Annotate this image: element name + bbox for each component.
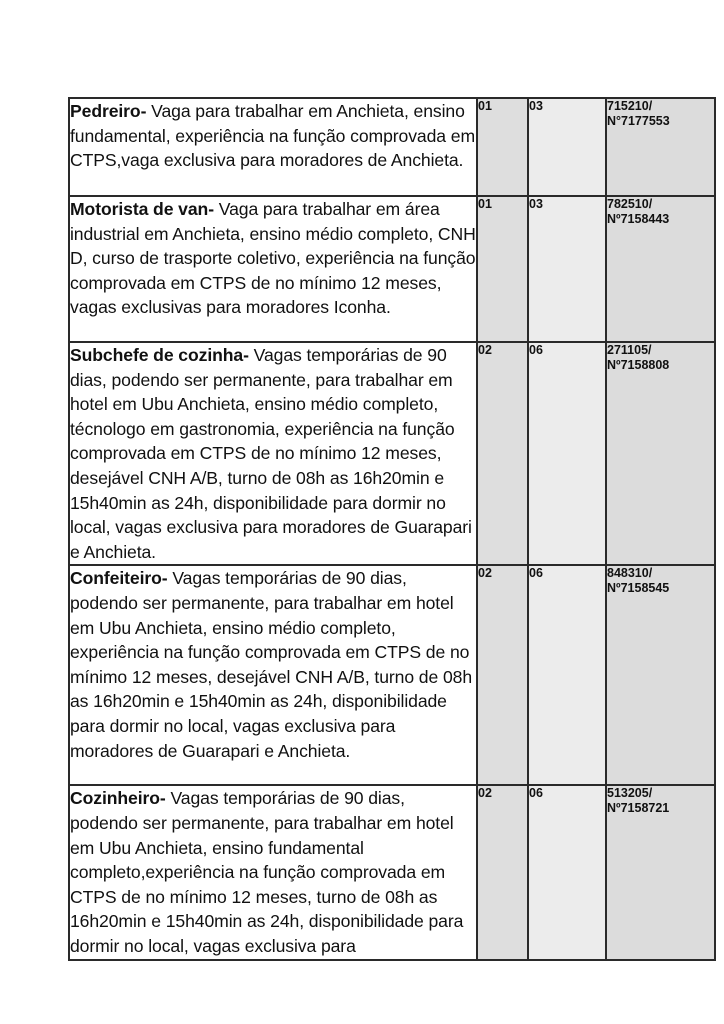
vacancies-cell: 02 [477,785,528,959]
vacancies-cell: 01 [477,196,528,342]
table-row [69,565,715,785]
job-title: Subchefe de cozinha- [70,345,249,365]
job-number: N°7177553 [607,114,670,128]
cbo-code: 271105/ [607,343,652,357]
cbo-code: 715210/ [607,99,653,113]
job-description-cell [69,565,477,785]
job-title: Motorista de van- [70,199,214,219]
cbo-code-cell [606,196,715,342]
job-description-cell [69,785,477,959]
referrals-cell: 03 [528,98,606,196]
job-description: Vaga para trabalhar em área industrial em Anchieta, ensino médio completo, CNH D, curso de trasporte coletivo, experiência na função comprovada em CTPS de no mínimo 12 meses, vagas exclusivas para moradores Iconha. [70,199,476,318]
job-number: Nº7158443 [607,212,670,226]
referrals-cell: 03 [528,196,606,342]
job-description: Vagas temporárias de 90 dias, podendo ser permanente, para trabalhar em hotel em Ubu Anchieta, ensino fundamental completo,experiência na função comprovada em CTPS de no mínimo 12 meses, turno de 08h as 16h20min e 15h40min as 24h, disponibilidade para dormir no local, vagas exclusiva para [70,788,464,956]
job-title: Cozinheiro- [70,788,166,809]
job-number: Nº7158721 [607,801,670,816]
job-number: Nº7158808 [607,358,670,372]
job-description: Vagas temporárias de 90 dias, podendo ser permanente, para trabalhar em hotel em Ubu Anchieta, ensino médio completo, experiência na função comprovada em CTPS de no mínimo 12 meses, desejável CNH A/B, turno de 08h as 16h20min e 15h40min as 24h, disponibilidade para dormir no local, vagas exclusiva para moradores de Guarapari e Anchieta. [70,568,473,761]
cbo-code-cell [606,565,715,785]
cbo-code-cell [606,785,715,959]
referrals-cell: 06 [528,342,606,565]
job-description-cell [69,196,477,342]
job-description-cell [69,98,477,196]
vacancies-cell: 02 [477,342,528,565]
cbo-code-cell [606,98,715,196]
job-title: Pedreiro- [70,101,147,121]
table-row [69,98,715,196]
table-row [69,785,715,959]
cbo-code: 513205/ [607,786,653,801]
referrals-cell: 06 [528,565,606,785]
job-description: Vagas temporárias de 90 dias, podendo ser permanente, para trabalhar em hotel em Ubu Anchieta, ensino médio completo, técnologo em gastronomia, experiência na função comprovada em CTPS de no mínimo 12 meses, desejável CNH A/B, turno de 08h as 16h20min e 15h40min as 24h, disponibilidade para dormir no local, vagas exclusiva para moradores de Guarapari e Anchieta. [70,345,472,562]
cbo-code: 848310/ [607,566,653,581]
vacancies-cell: 02 [477,565,528,785]
job-openings-table [68,97,716,961]
job-description-cell [69,342,477,565]
job-number: Nº7158545 [607,581,670,596]
job-title: Confeiteiro- [70,568,168,589]
table-row [69,342,715,565]
cbo-code: 782510/ [607,197,653,211]
cbo-code-cell [606,342,715,565]
job-description: Vaga para trabalhar em Anchieta, ensino fundamental, experiência na função comprovada em CTPS,vaga exclusiva para moradores de Anchieta. [70,101,475,171]
referrals-cell: 06 [528,785,606,959]
vacancies-cell: 01 [477,98,528,196]
table-row [69,196,715,342]
